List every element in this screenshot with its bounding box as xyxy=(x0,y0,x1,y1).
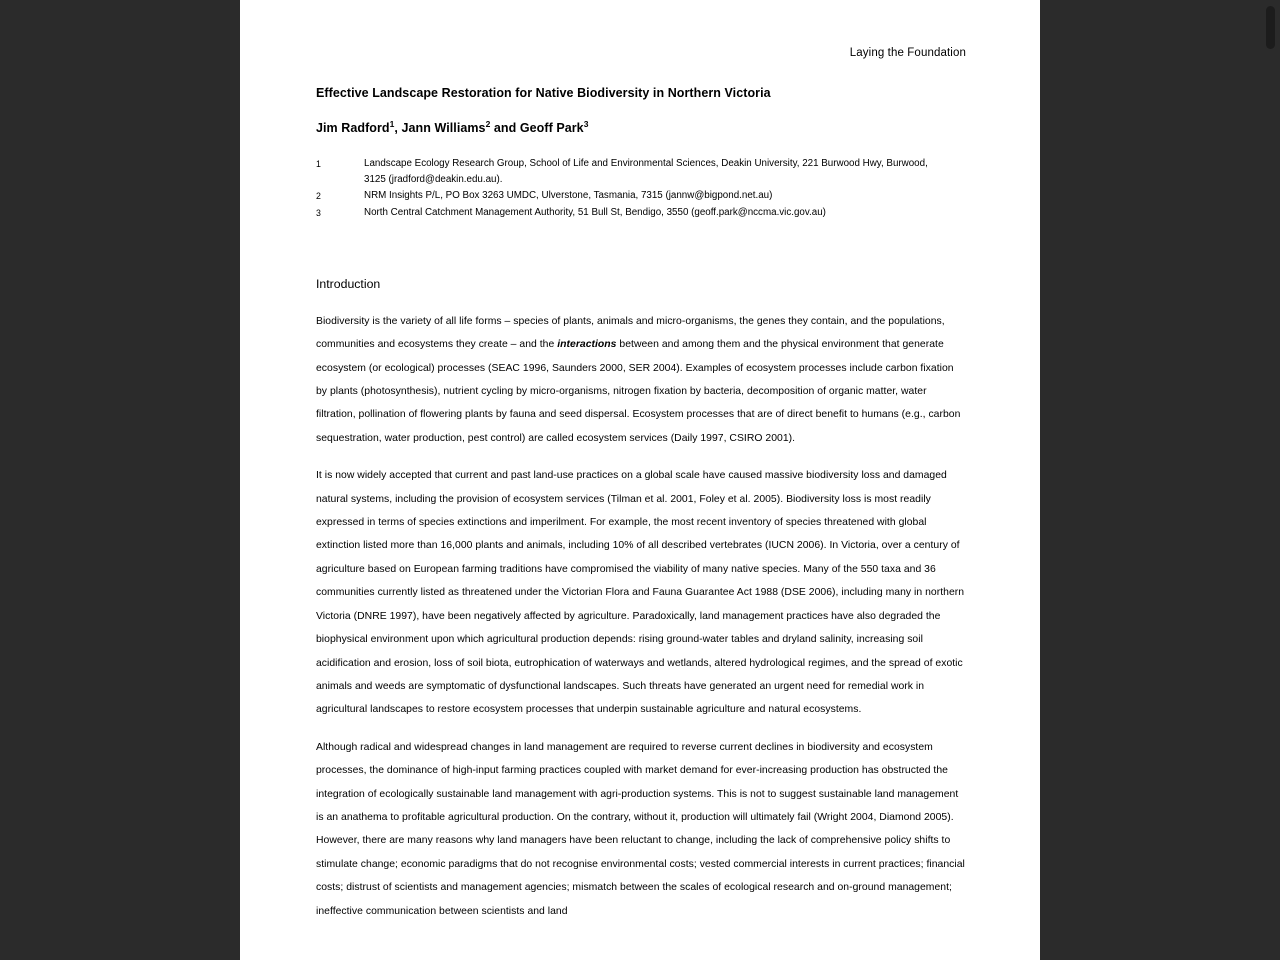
affiliation-text: Landscape Ecology Research Group, School of Life and Environmental Sciences, Deakin University, 221 Burwood Hwy, Burwood, 3125 (jradford@deakin.edu.au). xyxy=(364,158,928,186)
author-2-name: Jann Williams xyxy=(401,121,486,135)
section-heading-introduction: Introduction xyxy=(316,276,381,291)
affiliation-row xyxy=(316,205,966,221)
vertical-scrollbar[interactable] xyxy=(1265,0,1280,960)
affiliations-block xyxy=(316,156,966,221)
affiliation-row xyxy=(316,188,966,204)
scrollbar-thumb[interactable] xyxy=(1266,6,1275,49)
author-3-affiliation-marker: 3 xyxy=(583,118,589,129)
author-separator-2: and xyxy=(490,121,520,135)
paragraph-text-segment: between and among them and the physical environment that generate ecosystem (or ecological) processes (SEAC 1996, Saunders 2000, SER 2004). Examples of ecosystem processes include carbon fixation by plants (photosynthesis), nutrient cycling by micro-organisms, nitrogen fixation by bacteria, decomposition of organic matter, water filtration, pollination of flowering plants by fauna and seed dispersal. Ecosystem processes that are of direct benefit to humans (e.g., carbon sequestration, water production, pest control) are called ecosystem services (Daily 1997, CSIRO 2001). xyxy=(316,339,961,444)
paragraph-text-segment: Biodiversity is the variety of all life forms – species of plants, animals and micro-organisms, the genes they contain, and the populations, communities and ecosystems they create – and the xyxy=(316,315,945,351)
body-paragraph: Although radical and widespread changes in land management are required to reverse current declines in biodiversity and ecosystem processes, the dominance of high-input farming practices coupled with market demand for ever-increasing production has obstructed the integration of ecologically sustainable land management with agri-production systems. This is not to suggest sustainable land management is an anathema to profitable agricultural production. On the contrary, without it, production will ultimately fail (Wright 2004, Diamond 2005). However, there are many reasons why land managers have been reluctant to change, including the lack of comprehensive policy shifts to stimulate change; economic paradigms that do not recognise environmental costs; vested commercial interests in current practices; financial costs; distrust of scientists and management agencies; mismatch between the scales of ecological research and on-ground management; ineffective communication between scientists and land xyxy=(316,741,965,917)
page-title: Effective Landscape Restoration for Native Biodiversity in Northern Victoria xyxy=(316,86,771,100)
author-1-affiliation-marker: 1 xyxy=(389,118,395,129)
affiliation-marker: 2 xyxy=(316,191,321,202)
document-page xyxy=(240,0,1040,960)
author-1-name: Jim Radford xyxy=(316,121,390,135)
author-separator-1: , xyxy=(394,121,402,135)
affiliation-marker: 1 xyxy=(316,159,321,169)
affiliation-row xyxy=(316,156,966,188)
affiliation-text: NRM Insights P/L, PO Box 3263 UMDC, Ulverstone, Tasmania, 7315 (jannw@bigpond.net.au) xyxy=(364,190,773,202)
author-3-name: Geoff Park xyxy=(519,121,584,135)
body-paragraph xyxy=(316,310,966,450)
running-header: Laying the Foundation xyxy=(849,47,966,59)
author-2-affiliation-marker: 2 xyxy=(485,118,491,129)
body-paragraph: It is now widely accepted that current and past land-use practices on a global scale have caused massive biodiversity loss and damaged natural systems, including the provision of ecosystem services (Tilman et al. 2001, Foley et al. 2005). Biodiversity loss is most readily expressed in terms of species extinctions and imperilment. For example, the most recent inventory of species threatened with global extinction listed more than 16,000 plants and animals, including 10% of all described vertebrates (IUCN 2006). In Victoria, over a century of agriculture based on European farming traditions have compromised the viability of many native species. Many of the 550 taxa and 36 communities currently listed as threatened under the Victorian Flora and Fauna Guarantee Act 1988 (DSE 2006), including many in northern Victoria (DNRE 1997), have been negatively affected by agriculture. Paradoxically, land management practices have also degraded the biophysical environment upon which agricultural production depends: rising ground-water tables and dryland salinity, increasing soil acidification and erosion, loss of soil biota, eutrophication of waterways and wetlands, altered hydrological regimes, and the spread of exotic animals and weeds are symptomatic of dysfunctional landscapes. Such threats have generated an urgent need for remedial work in agricultural landscapes to restore ecosystem processes that underpin sustainable agriculture and natural ecosystems. xyxy=(316,470,965,716)
affiliation-text: North Central Catchment Management Authority, 51 Bull St, Bendigo, 3550 (geoff.park@nccma.vic.gov.au) xyxy=(364,206,826,218)
affiliation-marker: 3 xyxy=(316,207,321,218)
emphasised-term: interactions xyxy=(557,339,617,351)
author-line xyxy=(316,118,966,135)
page-content-area xyxy=(316,0,966,923)
